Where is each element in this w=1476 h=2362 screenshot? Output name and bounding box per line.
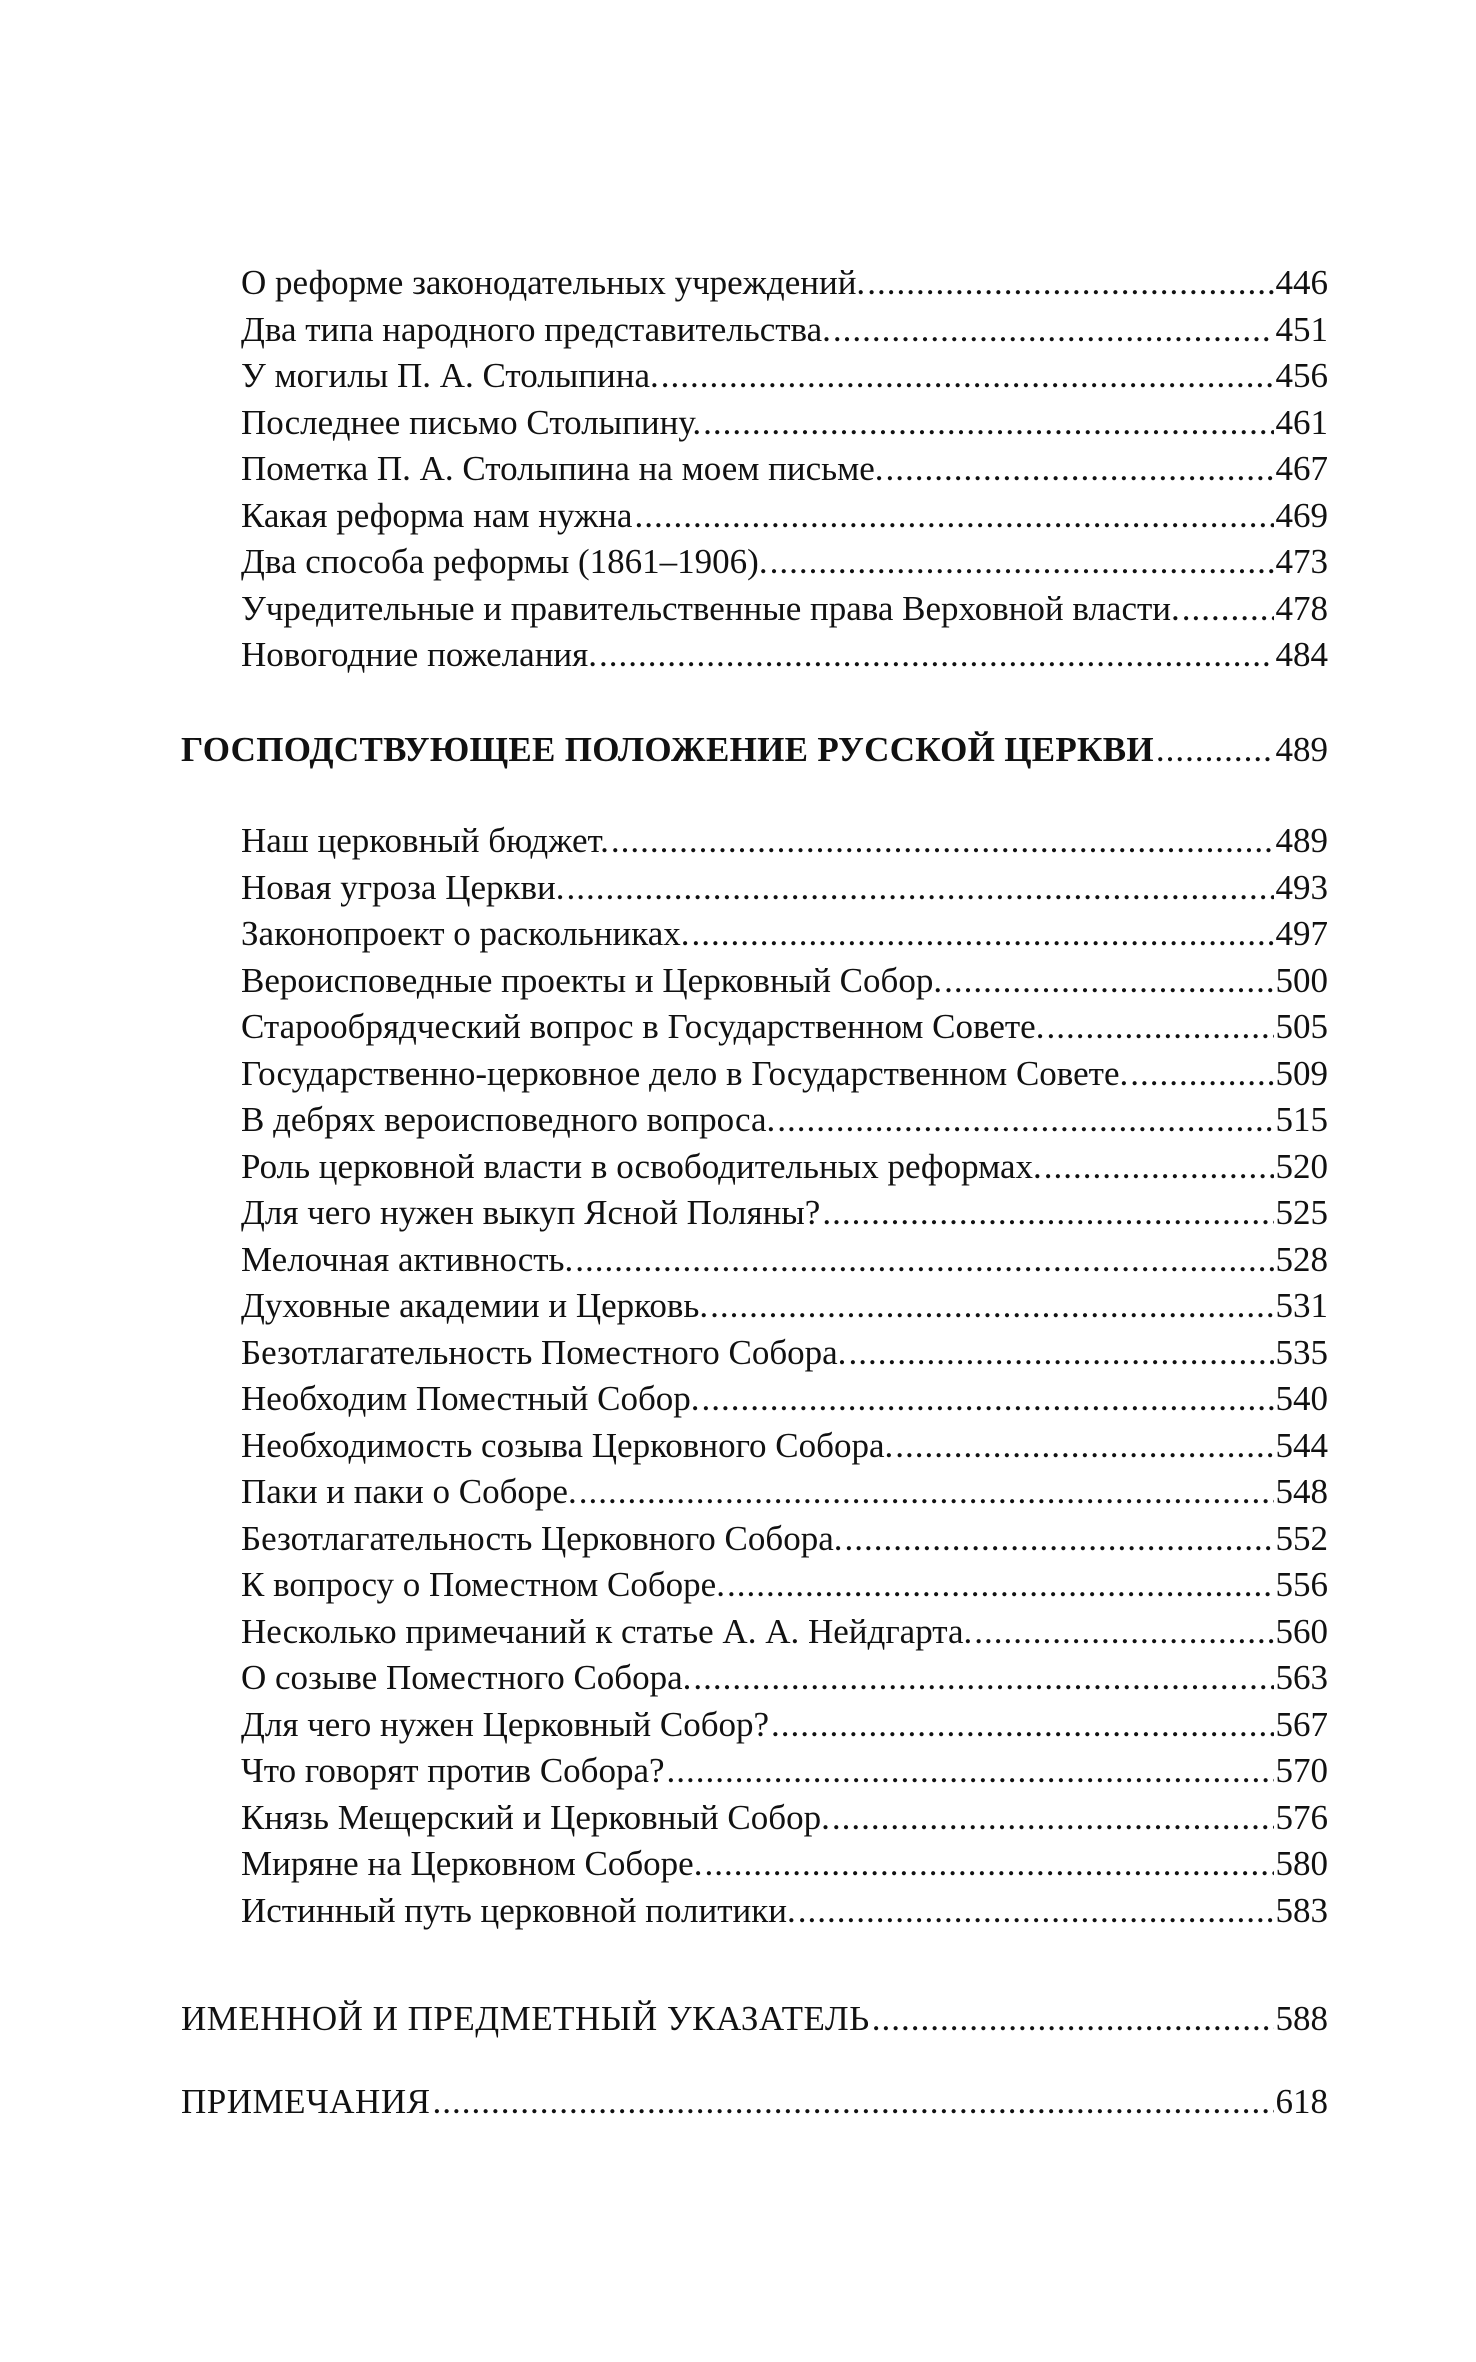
entry-title: Новая угроза Церкви. — [241, 867, 565, 907]
entry-page-number: 583 — [1275, 1890, 1328, 1930]
entry-page-number: 548 — [1275, 1472, 1328, 1511]
entry-page-number: 567 — [1275, 1704, 1328, 1744]
dot-leader — [693, 1655, 1273, 1702]
entry-page-number: 473 — [1275, 542, 1328, 581]
index-page-number: 588 — [1275, 1999, 1328, 2038]
entry-page-number: 570 — [1275, 1751, 1328, 1790]
toc-entry — [181, 1376, 1328, 1423]
section-title: ГОСПОДСТВУЮЩЕЕ ПОЛОЖЕНИЕ РУССКОЙ ЦЕРКВИ — [181, 729, 1154, 769]
dot-leader — [845, 1516, 1274, 1563]
toc-entry — [181, 586, 1328, 633]
entry-title: Государственно-церковное дело в Государственном Совете. — [241, 1053, 1129, 1093]
toc-entry — [181, 1423, 1328, 1470]
dot-leader — [822, 1190, 1273, 1237]
entry-title: Необходимость созыва Церковного Собора. — [241, 1425, 894, 1465]
dot-leader — [1182, 586, 1274, 633]
dot-leader — [798, 1888, 1274, 1935]
toc-entry — [181, 446, 1328, 493]
entry-page-number: 515 — [1275, 1100, 1328, 1139]
dot-leader — [886, 446, 1274, 493]
toc-entry — [181, 1888, 1328, 1935]
toc-entry — [181, 1330, 1328, 1377]
toc-entry — [181, 307, 1328, 354]
entry-title: Два способа реформы (1861–1906). — [241, 542, 768, 581]
entry-page-number: 580 — [1275, 1844, 1328, 1883]
toc-entry — [181, 1702, 1328, 1749]
entry-page-number: 467 — [1275, 449, 1328, 488]
dot-leader — [702, 1376, 1274, 1423]
entry-title: У могилы П. А. Столыпина. — [241, 356, 659, 395]
dot-leader — [770, 539, 1274, 586]
toc-group-church — [181, 818, 1328, 1934]
spacer — [181, 773, 1328, 818]
toc-entry — [181, 1609, 1328, 1656]
index-title: ИМЕННОЙ И ПРЕДМЕТНЫЙ УКАЗАТЕЛЬ — [181, 1999, 870, 2038]
dot-leader — [848, 1330, 1273, 1377]
toc-section-heading — [181, 727, 1328, 774]
entry-page-number: 540 — [1275, 1379, 1328, 1418]
entry-title: Миряне на Церковном Соборе. — [241, 1844, 703, 1883]
spacer — [181, 2043, 1328, 2079]
entry-title: Для чего нужен выкуп Ясной Поляны? — [241, 1193, 821, 1232]
toc-notes-entry — [181, 2079, 1328, 2126]
toc-entry — [181, 1190, 1328, 1237]
dot-leader — [727, 1562, 1274, 1609]
entry-page-number: 560 — [1275, 1611, 1328, 1651]
entry-title: Что говорят против Собора? — [241, 1751, 665, 1790]
entry-title: Старообрядческий вопрос в Государственном Совете. — [241, 1007, 1045, 1046]
entry-title: Учредительные и правительственные права Верховной власти. — [241, 588, 1180, 628]
entry-page-number: 461 — [1275, 402, 1328, 442]
entry-title: Два типа народного представительства. — [241, 309, 831, 349]
dot-leader — [432, 2079, 1273, 2126]
toc-entry — [181, 1516, 1328, 1563]
entry-title: К вопросу о Поместном Соборе. — [241, 1565, 725, 1604]
entry-title: Законопроект о раскольниках. — [241, 914, 690, 953]
entry-page-number: 469 — [1275, 495, 1328, 535]
section-page-number: 489 — [1275, 729, 1328, 769]
dot-leader — [710, 1283, 1273, 1330]
dot-leader — [1130, 1051, 1273, 1098]
entry-title: Истинный путь церковной политики. — [241, 1890, 796, 1930]
toc-entry — [181, 1144, 1328, 1191]
entry-title: Новогодние пожелания. — [241, 635, 598, 674]
entry-page-number: 497 — [1275, 914, 1328, 953]
toc-entry — [181, 1097, 1328, 1144]
entry-page-number: 556 — [1275, 1565, 1328, 1604]
entry-page-number: 456 — [1275, 356, 1328, 395]
entry-page-number: 478 — [1275, 588, 1328, 628]
entry-page-number: 535 — [1275, 1332, 1328, 1372]
dot-leader — [944, 958, 1273, 1005]
entry-page-number: 509 — [1275, 1053, 1328, 1093]
entry-title: Несколько примечаний к статье А. А. Нейдгарта. — [241, 1611, 973, 1651]
dot-leader — [895, 1423, 1273, 1470]
toc-entry — [181, 1004, 1328, 1051]
notes-page-number: 618 — [1275, 2081, 1328, 2121]
dot-leader — [567, 865, 1274, 912]
entry-page-number: 484 — [1275, 635, 1328, 674]
toc-entry — [181, 1283, 1328, 1330]
entry-page-number: 446 — [1275, 263, 1328, 302]
entry-page-number: 520 — [1275, 1146, 1328, 1186]
toc-index-entry — [181, 1996, 1328, 2043]
toc-entry — [181, 1748, 1328, 1795]
dot-leader — [832, 1795, 1274, 1842]
entry-title: Мелочная активность. — [241, 1239, 574, 1279]
entry-page-number: 528 — [1275, 1239, 1328, 1279]
dot-leader — [777, 1097, 1273, 1144]
dot-leader — [833, 307, 1274, 354]
toc-entry — [181, 260, 1328, 307]
entry-title: Наш церковный бюджет. — [241, 821, 609, 860]
entry-title: Вероисповедные проекты и Церковный Собор. — [241, 960, 943, 1000]
entry-page-number: 505 — [1275, 1007, 1328, 1046]
dot-leader — [661, 353, 1274, 400]
dot-leader — [703, 400, 1273, 447]
dot-leader — [1046, 1004, 1273, 1051]
toc-entry — [181, 1841, 1328, 1888]
entry-page-number: 531 — [1275, 1286, 1328, 1325]
entry-page-number: 500 — [1275, 960, 1328, 1000]
toc-entry — [181, 1655, 1328, 1702]
dot-leader — [575, 1237, 1273, 1284]
entry-page-number: 552 — [1275, 1518, 1328, 1558]
entry-title: Для чего нужен Церковный Собор? — [241, 1704, 770, 1744]
dot-leader — [872, 1996, 1274, 2043]
dot-leader — [634, 493, 1273, 540]
entry-title: Безотлагательность Поместного Собора. — [241, 1332, 847, 1372]
toc-entry — [181, 958, 1328, 1005]
toc-entry — [181, 818, 1328, 865]
toc-entry — [181, 1237, 1328, 1284]
entry-page-number: 576 — [1275, 1797, 1328, 1837]
entry-title: В дебрях вероисповедного вопроса. — [241, 1100, 776, 1139]
entry-title: Роль церковной власти в освободительных реформах. — [241, 1146, 1042, 1186]
dot-leader — [867, 260, 1273, 307]
dot-leader — [1156, 727, 1274, 774]
entry-title: Необходим Поместный Собор. — [241, 1379, 700, 1418]
entry-page-number: 525 — [1275, 1193, 1328, 1232]
entry-title: О реформе законодательных учреждений. — [241, 263, 866, 302]
entry-title: Князь Мещерский и Церковный Собор. — [241, 1797, 830, 1837]
entry-page-number: 489 — [1275, 821, 1328, 860]
dot-leader — [692, 911, 1274, 958]
dot-leader — [579, 1469, 1274, 1516]
dot-leader — [704, 1841, 1273, 1888]
entry-page-number: 493 — [1275, 867, 1328, 907]
dot-leader — [974, 1609, 1273, 1656]
entry-title: Паки и паки о Соборе. — [241, 1472, 577, 1511]
dot-leader — [667, 1748, 1274, 1795]
toc-entry — [181, 632, 1328, 679]
toc-entry — [181, 865, 1328, 912]
table-of-contents — [181, 260, 1328, 2125]
toc-entry — [181, 493, 1328, 540]
toc-entry — [181, 1562, 1328, 1609]
toc-entry — [181, 1469, 1328, 1516]
entry-page-number: 544 — [1275, 1425, 1328, 1465]
toc-entry — [181, 1051, 1328, 1098]
toc-entry — [181, 400, 1328, 447]
toc-entry — [181, 539, 1328, 586]
toc-entry — [181, 353, 1328, 400]
entry-title: Духовные академии и Церковь. — [241, 1286, 709, 1325]
entry-page-number: 451 — [1275, 309, 1328, 349]
toc-entry — [181, 1795, 1328, 1842]
dot-leader — [599, 632, 1273, 679]
entry-page-number: 563 — [1275, 1658, 1328, 1697]
entry-title: Какая реформа нам нужна — [241, 495, 633, 535]
toc-group-state-reform — [181, 260, 1328, 679]
dot-leader — [771, 1702, 1273, 1749]
spacer — [181, 1934, 1328, 1996]
notes-title: ПРИМЕЧАНИЯ — [181, 2081, 431, 2121]
toc-entry — [181, 911, 1328, 958]
entry-title: О созыве Поместного Собора. — [241, 1658, 692, 1697]
entry-title: Пометка П. А. Столыпина на моем письме. — [241, 449, 884, 488]
entry-title: Безотлагательность Церковного Собора. — [241, 1518, 843, 1558]
dot-leader — [611, 818, 1274, 865]
spacer — [181, 679, 1328, 727]
entry-title: Последнее письмо Столыпину. — [241, 402, 702, 442]
dot-leader — [1044, 1144, 1274, 1191]
